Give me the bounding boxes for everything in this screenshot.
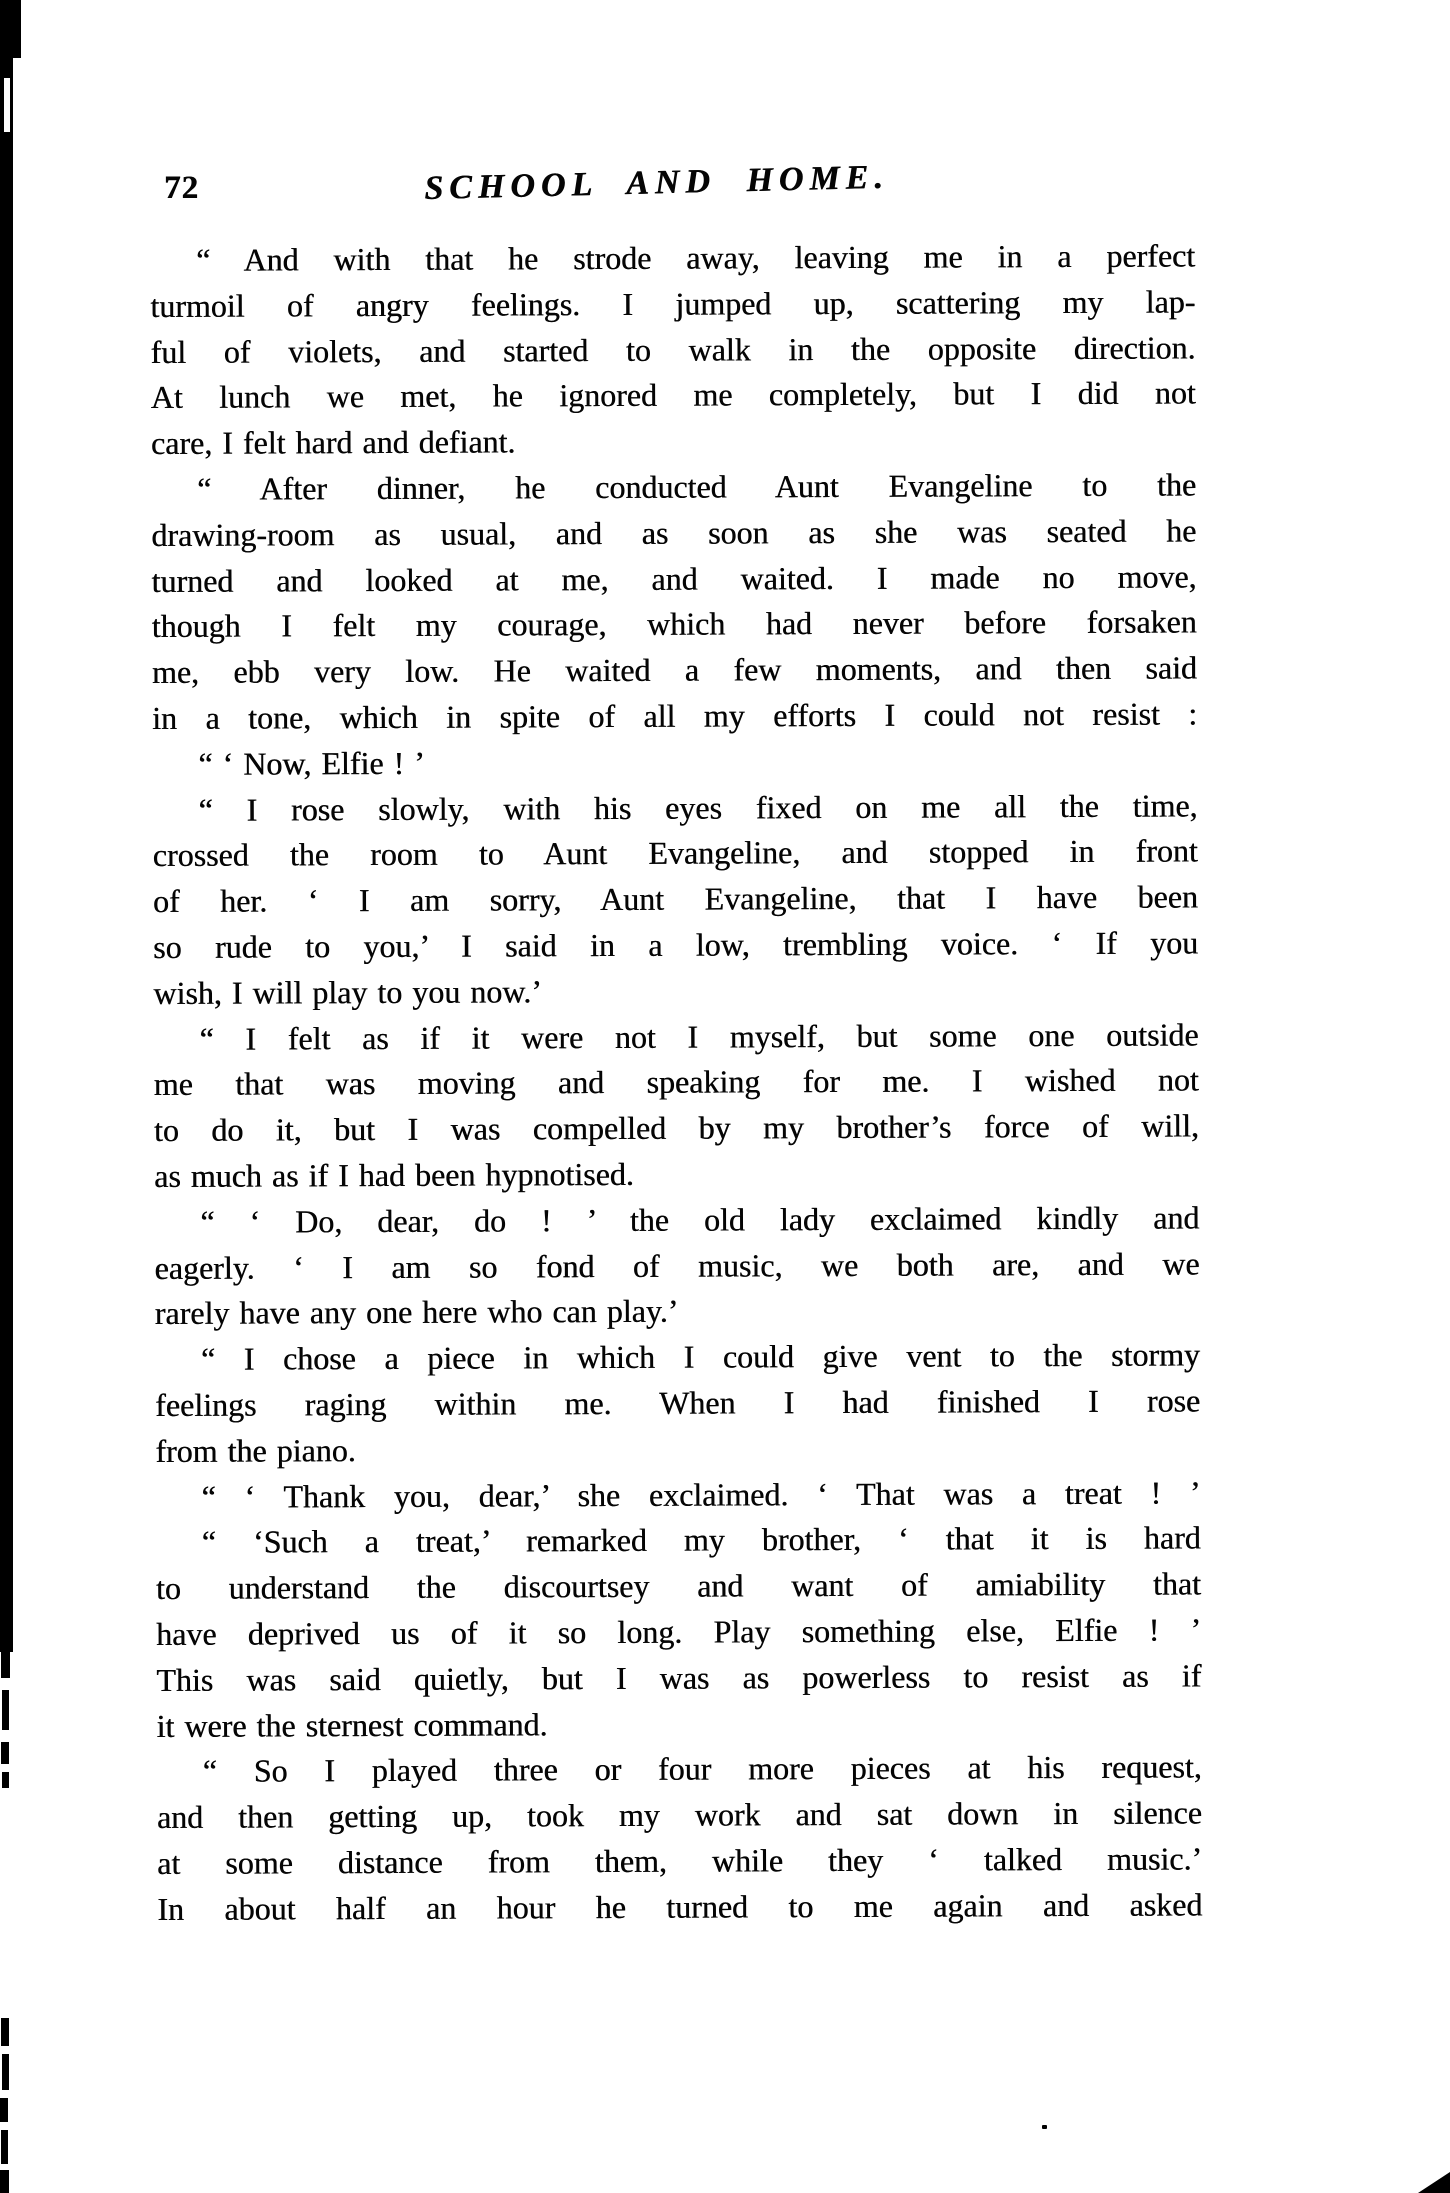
text-line: in a tone, which in spite of all my efforts I could not resist : <box>152 695 1198 736</box>
scan-artifact-corner-blob <box>0 0 21 58</box>
scan-artifact-notch <box>4 78 10 132</box>
scan-artifact-dash <box>2 1690 9 1730</box>
text-line: have deprived us of it so long. Play something else, Elfie ! ’ <box>156 1611 1202 1652</box>
running-head <box>150 158 1195 220</box>
scan-artifact-dash <box>0 2170 9 2193</box>
text-line: feelings raging within me. When I had finished I rose <box>155 1382 1201 1423</box>
scan-artifact-dash <box>2 2054 9 2090</box>
text-line: “ ‘ Do, dear, do ! ’ the old lady exclaimed kindly and <box>200 1199 1200 1240</box>
text-line: me, ebb very low. He waited a few moments, and then said <box>151 649 1197 691</box>
text-line: me that was moving and speaking for me. I wished not <box>153 1061 1199 1103</box>
text-line: though I felt my courage, which had never before forsaken <box>151 603 1197 645</box>
text-line: wish, I will play to you now.’ <box>153 973 542 1011</box>
text-line: At lunch we met, he ignored me completely, but I did not <box>150 374 1196 416</box>
scan-artifact-dash <box>1 1742 9 1764</box>
scan-artifact-dash <box>0 2098 8 2122</box>
text-line: from the piano. <box>155 1431 356 1469</box>
scan-artifact-speck <box>1042 2125 1047 2129</box>
page-number: 72 <box>164 170 199 206</box>
text-line: so rude to you,’ I said in a low, trembling voice. ‘ If you <box>153 924 1199 965</box>
text-line: turmoil of angry feelings. I jumped up, scattering my lap- <box>150 283 1196 324</box>
text-line: as much as if I had been hypnotised. <box>154 1155 634 1194</box>
text-line: “ I felt as if it were not I myself, but some one outside <box>199 1015 1199 1057</box>
text-line: “ ‘Such a treat,’ remarked my brother, ‘ that it is hard <box>201 1519 1201 1561</box>
scan-artifact-dash <box>2 1772 9 1788</box>
text-line: ful of violets, and started to walk in the opposite direction. <box>150 329 1196 370</box>
text-line: it were the sternest command. <box>156 1705 548 1744</box>
text-line: drawing-room as usual, and as soon as she was seated he <box>151 512 1197 553</box>
text-line: at some distance from them, while they ‘ talked music.’ <box>157 1840 1203 1881</box>
text-line: turned and looked at me, and waited. I made no move, <box>151 558 1197 599</box>
text-line: In about half an hour he turned to me again and asked <box>157 1886 1203 1927</box>
scan-artifact-left-bar <box>0 0 13 1652</box>
text-line: and then getting up, took my work and sat down in silence <box>156 1794 1202 1836</box>
text-line: crossed the room to Aunt Evangeline, and stopped in front <box>152 832 1198 874</box>
text-line: “ I rose slowly, with his eyes fixed on me all the time, <box>198 786 1198 828</box>
text-line: “ ‘ Now, Elfie ! ’ <box>198 744 425 782</box>
text-line: “ So I played three or four more pieces at his request, <box>202 1748 1202 1790</box>
scan-artifact-dash <box>1 1652 10 1678</box>
page-text <box>150 233 1202 1932</box>
scan-artifact-dash <box>1 2018 9 2046</box>
scan-artifact-dash <box>1 2130 8 2164</box>
text-line: to do it, but I was compelled by my brother’s force of will, <box>153 1107 1199 1149</box>
text-line: “ And with that he strode away, leaving me in a perfect <box>196 237 1196 278</box>
text-line: “ ‘ Thank you, dear,’ she exclaimed. ‘ That was a treat ! ’ <box>201 1473 1201 1515</box>
text-line: eagerly. ‘ I am so fond of music, we both are, and we <box>154 1244 1200 1286</box>
text-line: to understand the discourtsey and want of amiability that <box>155 1565 1201 1607</box>
text-line: of her. ‘ I am sorry, Aunt Evangeline, that I have been <box>152 878 1198 920</box>
text-line: “ After dinner, he conducted Aunt Evangeline to the <box>197 466 1197 507</box>
scan-artifact-corner-fold <box>1418 2172 1450 2193</box>
running-header-title: SCHOOL AND HOME. <box>423 158 890 208</box>
text-line: This was said quietly, but I was as powerless to resist as if <box>156 1657 1202 1698</box>
text-line: rarely have any one here who can play.’ <box>154 1293 679 1332</box>
text-line: “ I chose a piece in which I could give vent to the stormy <box>200 1336 1200 1377</box>
text-line: care, I felt hard and defiant. <box>150 423 516 462</box>
